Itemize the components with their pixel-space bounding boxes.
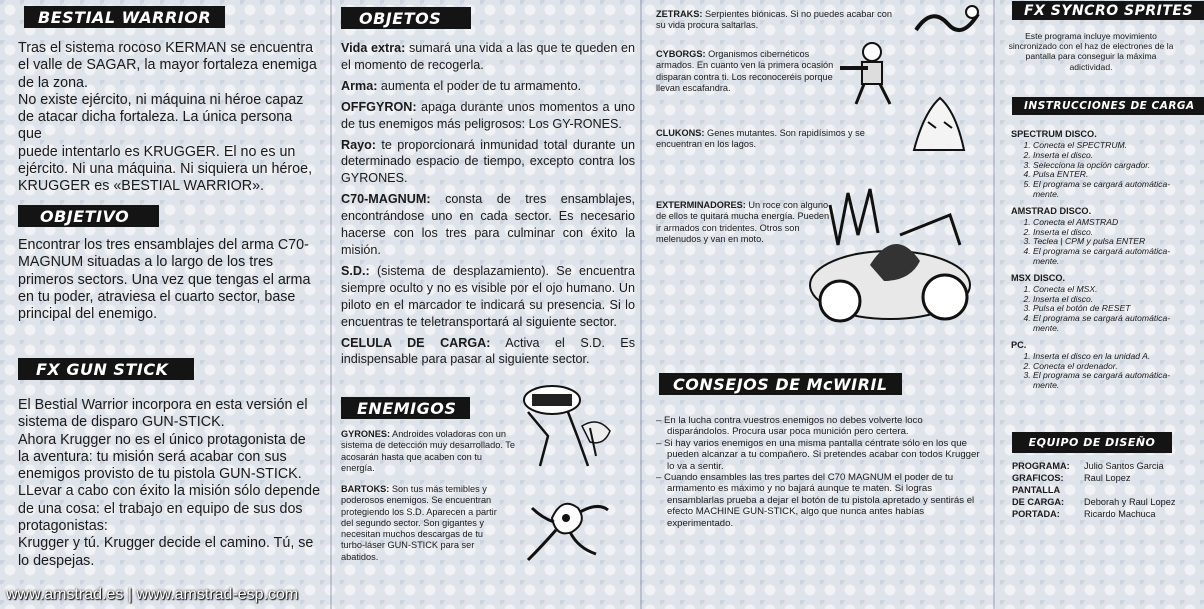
carga-instructions (1011, 123, 1191, 391)
bartok-illustration (512, 488, 614, 566)
step: 5. El programa se cargará automática-mente. (1033, 180, 1191, 200)
credit-row (1012, 472, 1175, 484)
objeto-item (341, 99, 635, 133)
bartoks-text (341, 484, 507, 563)
objeto-item (341, 40, 635, 74)
text-line: El Bestial Warrior incorpora en esta versión el (18, 397, 308, 413)
credit-row (1012, 460, 1175, 472)
enemy-desc: Genes mutantes. Son rapidísimos y se encuentran en los lagos. (656, 128, 865, 150)
credit-name: Ricardo Machuca (1084, 509, 1156, 519)
cyborgs-paragraph (656, 49, 836, 94)
text-line: Tras el sistema rocoso KERMAN se encuentra (18, 40, 314, 56)
objeto-item (341, 263, 635, 331)
objeto-desc: aumenta el poder de tu armamento. (377, 78, 582, 93)
fx-gun-stick-heading: FX GUN STICK (18, 358, 194, 380)
step: 1. Conecta el MSX. (1033, 285, 1191, 295)
fold-line (993, 0, 995, 609)
clukon-illustration (904, 92, 974, 152)
objeto-item (341, 137, 635, 188)
credit-name: Julio Santos Garcia (1084, 461, 1164, 471)
text-line: de atacar dicha fortaleza. La única persona que (18, 109, 293, 143)
objeto-term: C70-MAGNUM: (341, 192, 431, 207)
objeto-desc: (sistema de desplazamiento). Se encuentra siempre oculto y no es visible por el ojo humano. Un piloto en el marcador te indicará su presencia. Si lo encuentras te teletransportará al siguiente sector. (341, 263, 635, 329)
enemy-desc: Organismos cibernéticos armados. En cuanto ven la primera ocasión disparan contra ti. Los reconoceréis porque llevan escafandra. (656, 49, 834, 93)
objetos-list (341, 40, 635, 372)
step: 1. Inserta el disco en la unidad A. (1033, 352, 1191, 362)
credits-table (1012, 460, 1175, 520)
objeto-term: OFFGYRON: (341, 99, 417, 114)
gyrones-text (341, 429, 517, 474)
text-line: sistema de disparo GUN-STICK. (18, 414, 225, 431)
text-line: en tu poder, atraviesa el cuarto sector, base (18, 288, 296, 305)
zetraks-text (656, 9, 902, 32)
objeto-desc: apaga durante unos momentos a uno de tus enemigos más peligrosos: Los GY-RONES. (341, 99, 635, 131)
exterminadores-illustration (800, 185, 982, 330)
text-line: Ahora Krugger no es el único protagonista de (18, 431, 306, 448)
instrucciones-carga-heading: INSTRUCCIONES DE CARGA (1012, 97, 1204, 115)
credit-row (1012, 496, 1175, 508)
consejo-item: – Cuando ensambles las tres partes del C70 MAGNUM el poder de tu armamento es máximo y no bajará aunque te maten. Si logras ensamblarlas prueba a dejar el botón de tu pistola apretado y sentirás el efecto MACHINE GUN-STICK, algo que nunca antes habías experimentado. (656, 472, 975, 529)
enemy-term: CYBORGS: (656, 49, 706, 59)
clukons-paragraph (656, 128, 886, 151)
gunstick-text (18, 397, 323, 570)
bestial-intro-text (18, 40, 318, 196)
text-line: KRUGGER es «BESTIAL WARRIOR». (18, 178, 265, 195)
step: 2. Inserta el disco. (1033, 151, 1191, 161)
objeto-term: Arma: (341, 78, 378, 93)
objeto-term: Vida extra: (341, 41, 406, 55)
enemy-desc: Un roce con alguno de ellos te quitará mucha energía. Pueden ir armados con tridentes. Otros son melenudos y van en moto. (656, 200, 830, 244)
step-list (1011, 285, 1191, 334)
step: 2. Inserta el disco. (1033, 295, 1191, 305)
consejos-heading: CONSEJOS DE McWIRIL (659, 373, 902, 395)
credit-name: Raul Lopez (1084, 473, 1131, 483)
text-line: de una cosa: el trabajo en equipo de sus dos (18, 500, 303, 517)
text-line: protagonistas: (18, 518, 108, 535)
objeto-term: Rayo: (341, 137, 376, 152)
text-line: ejército. Ni una máquina. Ni siquiera un héroe, (18, 161, 313, 178)
text-line: Krugger y tú. Krugger decide el camino. Tú, se (18, 535, 314, 552)
enemy-term: ZETRAKS: (656, 9, 703, 19)
credit-row (1012, 484, 1175, 496)
credit-name: Deborah y Raul Lopez (1084, 497, 1176, 507)
objeto-term: S.D.: (341, 263, 370, 278)
step: 3. El programa se cargará automática-mente. (1033, 371, 1191, 391)
credit-role: DE CARGA: (1012, 497, 1065, 507)
step: 4. Pulsa ENTER. (1033, 170, 1191, 180)
objetivo-heading: OBJETIVO (18, 205, 159, 227)
syncro-text: Este programa incluye movimiento sincronizado con el haz de electrones de la pantalla para conseguir la máxima adictividad. (1008, 31, 1174, 72)
step: 2. Conecta el ordenador. (1033, 362, 1191, 372)
platform-title: MSX DISCO. (1011, 272, 1066, 283)
consejo-text: En la lucha contra vuestros enemigos no debes volverte loco disparándolos. Procura usar poca munición pero certera. (664, 415, 923, 438)
step-list (1011, 141, 1191, 200)
enemy-term: CLUKONS: (656, 128, 705, 138)
text-line: principal del enemigo. (18, 306, 158, 323)
consejo-item: – Si hay varios enemigos en una misma pantalla céntrate sólo en los que pueden alcanzar a tu compañero. Si pretendes acabar con todos Krugger lo va a sentir. (656, 437, 980, 472)
step: 1. Conecta el SPECTRUM. (1033, 141, 1191, 151)
objeto-item (341, 191, 635, 259)
step: 4. El programa se cargará automática-mente. (1033, 247, 1191, 267)
consejo-text: Cuando ensambles las tres partes del C70 MAGNUM el poder de tu armamento es máximo y no bajará aunque te maten. Si logras ensamblarlas prueba a dejar el botón de tu pistola apretado y sentirás el efecto MACHINE GUN-STICK, algo que nunca antes habías experimentado. (664, 472, 975, 529)
step: 2. Inserta el disco. (1033, 228, 1191, 238)
zetraks-paragraph (656, 9, 902, 32)
text-line: No existe ejército, ni máquina ni héroe capaz (18, 91, 304, 108)
text-line: lo despejas. (18, 552, 95, 569)
zetrak-illustration (912, 0, 982, 40)
gyrones-paragraph (341, 429, 517, 474)
text-line: la aventura: tu misión será acabar con sus (18, 448, 287, 465)
objeto-item (341, 78, 635, 95)
cyborgs-text (656, 49, 836, 94)
objeto-term: CELULA DE CARGA: (341, 335, 491, 350)
enemy-desc: Son tus más temibles y poderosos enemigos. Se encuentran protegiendo los S.D. Aparecen a partir del segundo sector. Son gigantes y necesitan muchos descargas de tu turbo-láser GUN-STICK para ser abatidos. (341, 484, 497, 562)
text-line: de la zona. (18, 74, 88, 91)
fold-line (330, 0, 332, 609)
step: 1. Conecta el AMSTRAD (1033, 218, 1191, 228)
bestial-warrior-heading: BESTIAL WARRIOR (24, 6, 225, 28)
equipo-diseno-heading: EQUIPO DE DISEÑO (1012, 432, 1172, 453)
credit-role: PROGRAMA: (1012, 461, 1070, 471)
objeto-desc: Activa el S.D. Es indispensable para pasar al siguiente sector. (341, 335, 635, 367)
credit-role: PANTALLA (1012, 485, 1061, 495)
text-line: MAGNUM situadas a lo largo de los tres (18, 254, 274, 271)
step: 3. Teclea | CPM y pulsa ENTER (1033, 237, 1191, 247)
text-line: puede intentarlo es KRUGGER. El no es un (18, 143, 296, 160)
enemy-term: EXTERMINADORES: (656, 200, 746, 210)
objeto-item (341, 335, 635, 369)
platform-title: PC. (1011, 339, 1027, 350)
text-line: primeros sectors. Una vez que tengas el arma (18, 271, 311, 288)
fold-line (640, 0, 642, 609)
consejos-list (656, 415, 982, 529)
credit-row (1012, 508, 1175, 520)
text-line: Encontrar los tres ensamblajes del arma C70- (18, 237, 309, 253)
enemy-term: GYRONES: (341, 429, 391, 439)
step: 3. Selecciona la opción cargador. (1033, 161, 1191, 171)
objeto-desc: te proporcionará inmunidad total durante un determinado espacio de tiempo, excepto contra los GYRONES. (341, 137, 635, 186)
objetos-heading: OBJETOS (341, 7, 471, 29)
text-line: LLevar a cabo con éxito la misión sólo depende (18, 483, 321, 500)
clukons-text (656, 128, 886, 151)
gyrone-illustration (518, 376, 618, 476)
enemy-desc: Serpientes biónicas. Si no puedes acabar con su vida procura saltarlas. (656, 9, 892, 31)
consejo-item: – En la lucha contra vuestros enemigos no debes volverte loco disparándolos. Procura usar poca munición pero certera. (656, 415, 923, 438)
credit-role: PORTADA: (1012, 509, 1060, 519)
consejo-text: Si hay varios enemigos en una misma pantalla céntrate sólo en los que pueden alcanzar a tu compañero. Si pretendes acabar con todos Krugger lo va a sentir. (664, 437, 980, 472)
objetivo-text (18, 237, 318, 323)
enemigos-heading: ENEMIGOS (341, 397, 470, 419)
platform-title: AMSTRAD DISCO. (1011, 205, 1092, 216)
enemy-desc: Androides voladoras con un sistema de detección muy desarrollado. Te acosarán hasta que acaben con tu energía. (341, 429, 515, 473)
objeto-desc: consta de tres ensamblajes, encontrándose uno en cada sector. Es necesario hacerse con los tres para culminar con éxito la misión. (341, 192, 635, 257)
step-list (1011, 218, 1191, 267)
fx-syncro-heading: FX SYNCRO SPRITES (1012, 1, 1204, 20)
credit-role: GRAFICOS: (1012, 473, 1064, 483)
watermark: www.amstrad.es | www.amstrad-esp.com (6, 586, 299, 603)
objeto-desc: sumará una vida a las que te queden en el momento de recogerla. (341, 41, 635, 72)
text-line: el valle de SAGAR, la mayor fortaleza enemiga (18, 57, 317, 74)
bartoks-paragraph (341, 484, 507, 563)
platform-title: SPECTRUM DISCO. (1011, 129, 1097, 139)
enemy-term: BARTOKS: (341, 484, 390, 494)
step: 4. El programa se cargará automática-mente. (1033, 314, 1191, 334)
step: 3. Pulsa el botón de RESET (1033, 304, 1191, 314)
text-line: enemigos provisto de tu pistola GUN-STICK. (18, 466, 302, 483)
credit-name (1084, 484, 1175, 496)
step-list (1011, 352, 1191, 391)
cyborg-illustration (838, 40, 906, 106)
